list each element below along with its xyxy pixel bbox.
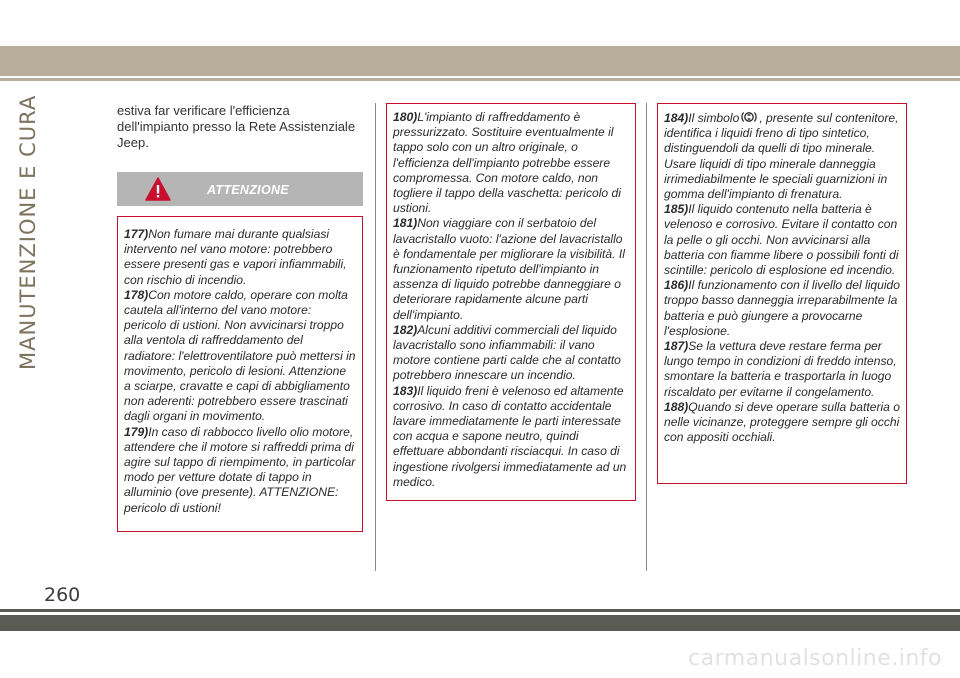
header-band [0,46,960,76]
column-divider-1 [375,103,376,571]
note-187: 187)Se la vettura deve restare ferma per lungo tempo in condizioni di freddo intenso, smontare la batteria e trasportarla in luogo riscaldato per evitarne il congelamento. [664,339,897,399]
intro-paragraph: estiva far verificare l'efficienza dell'impianto presso la Rete Assistenziale Jeep. [117,103,356,150]
footer-rule [0,609,960,612]
warning-box-col3 [657,103,907,484]
warning-header [117,172,363,206]
note-183: 183)Il liquido freni è velenoso ed altamente corrosivo. In caso di contatto accidentale lavare immediatamente le parti interessate con acqua e sapone neutro, quindi effettuare abbondanti risciacqui. In caso di ingestione rivolgersi immediatamente ad un medico. [393,383,627,489]
brake-fluid-symbol-icon [741,110,757,124]
note-177: 177)Non fumare mai durante qualsiasi intervento nel vano motore: potrebbero essere presenti gas e vapori infiammabili, con rischio di incendio. [124,227,347,287]
note-182: 182)Alcuni additivi commerciali del liquido lavacristallo sono infiammabili: il vano motore contiene parti calde che al contatto potrebbero innescare un incendio. [393,322,621,383]
note-181: 181)Non viaggiare con il serbatoio del lavacristallo vuoto: l'azione del lavacristallo è fondamentale per migliorare la visibilità. Il funzionamento ripetuto dell'impianto in assenza di liquido potrebbe danneggiare o deteriorare rapidamente alcune parti dell'impianto. [393,216,625,322]
column-divider-2 [646,103,647,571]
note-179: 179)In caso di rabbocco livello olio motore, attendere che il motore si raffreddi prima di agire sul tappo di riempimento, in particolar modo per vetture dotate di tappo in alluminio (ove presente). ATTENZIONE: pericolo di ustioni! [124,424,356,515]
note-184: 184)Il simbolo , presente sul contenitore, identifica i liquidi freno di tipo sintetico, distinguendoli da quelli di tipo minerale. Usare liquidi di tipo minerale danneggia irrimediabilmente le speciali guarnizioni in gomma dell'impianto di frenatura. [664,111,899,202]
note-186: 186)Il funzionamento con il livello del liquido troppo basso danneggia irreparabilmente la batteria e può giungere a provocarne l'esplosione. [664,278,900,338]
note-185: 185)Il liquido contenuto nella batteria è velenoso e corrosivo. Evitare il contatto con la pelle o gli occhi. Non avvicinarsi alla batteria con fiamme libere o possibili fonti di scintille: pericolo di esplosione ed incendio. [664,202,899,278]
page-number: 260 [44,584,81,606]
section-title: MANUTENZIONE E CURA [16,94,40,370]
note-178: 178)Con motore caldo, operare con molta cautela all'interno del vano motore: pericolo di ustioni. Non avvicinarsi troppo alla ventola di raffreddamento del radiatore: l'elettroventilatore può mettersi in movimento, pericolo di lesioni. Attenzione a sciarpe, cravatte e capi di abbigliamento non aderenti: potrebbero essere trascinati dagli organi in movimento. [124,287,356,424]
warning-triangle-icon [145,177,171,201]
note-188: 188)Quando si deve operare sulla batteria o nelle vicinanze, proteggere sempre gli occhi con appositi occhiali. [664,399,900,445]
warning-box-col2 [386,103,636,501]
watermark-text: carmanualsonline.info [688,646,942,671]
footer-band [0,615,960,631]
header-rule [0,78,960,81]
warning-label: ATTENZIONE [207,183,289,197]
note-180: 180)L'impianto di raffreddamento è pressurizzato. Sostituire eventualmente il tappo solo con un altro originale, o l'efficienza dell'impianto potrebbe essere compromessa. Con motore caldo, non togliere il tappo della vaschetta: pericolo di ustioni. [393,110,621,216]
warning-box-col1 [117,216,363,532]
